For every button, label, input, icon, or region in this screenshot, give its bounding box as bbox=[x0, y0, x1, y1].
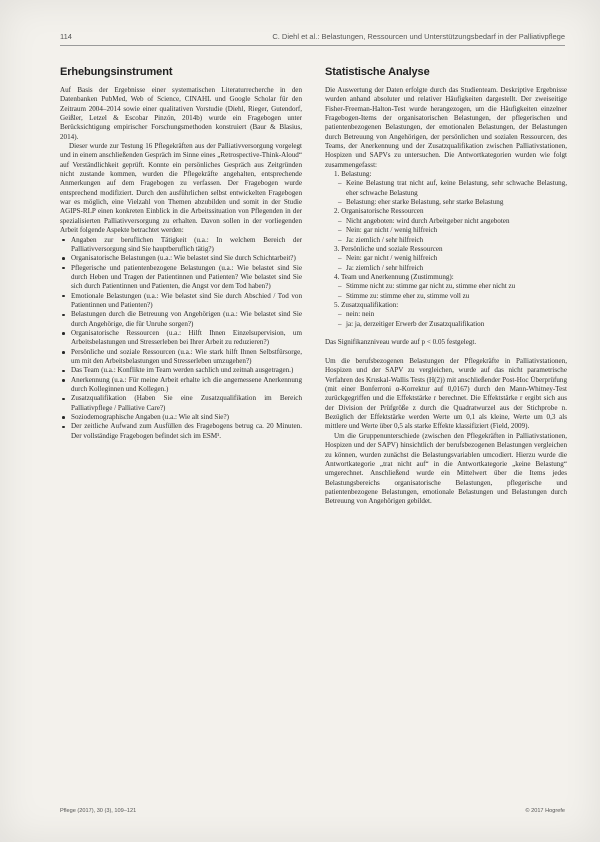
list-item: Angaben zur beruflichen Tätigkeit (u.a.: In welchem Bereich der Palliativversorgung sind Sie hauptberuflich tätig?) bbox=[71, 235, 302, 253]
footer-copyright: © 2017 Hogrefe bbox=[525, 808, 565, 814]
list-item: Persönliche und soziale Ressourcen (u.a.: Wie stark hilft Ihnen Selbstfürsorge, um mit den Arbeitsbelastungen und Stresserleben umzugehen?) bbox=[71, 347, 302, 365]
paragraph: Um die Gruppenunterschiede (zwischen den Pflegekräften in Palliativstationen, Hospizen und der SAPV) hinsichtlich der berufsbezogenen Belastungen vergleichen zu können, wurden zunächst die Belastungsvariablen umcodiert. Hierzu wurde die Antwortkategorie „trat nicht auf“ in die Antwortkategorie „keine Belastung“ umgerechnet. Anschließend wurde ein Mittelwert über die Items jedes Belastungsbereichs organisatorische Belastungen, pflegerische und patientenbezogene Belastungen, emotionale Belastungen und Belastungen durch Betreuung von Angehörigen gebildet. bbox=[325, 431, 567, 506]
category-label: 4. Team und Anerkennung (Zustimmung): bbox=[334, 272, 454, 281]
category-subitem: – Ja: ziemlich / sehr hilfreich bbox=[346, 236, 567, 245]
left-column bbox=[60, 66, 302, 441]
section-heading-erhebungsinstrument: Erhebungsinstrument bbox=[60, 66, 173, 78]
footer-citation: Pflege (2017), 30 (3), 109–121 bbox=[60, 808, 137, 814]
header-rule bbox=[60, 45, 565, 46]
paragraph: Um die berufsbezogenen Belastungen der Pflegekräfte in Palliativstationen, Hospizen und der SAPV zu vergleichen, wurde auf das nicht parametrische Verfahren des Kruskal-Wallis Tests (H(2)) mit anschließender Post-Hoc Überprüfung (mit einer Bonferroni α-Korrektur auf 0,0167) durch den Mann-Whitney-Test zurückgegriffen und die Effektstärke r berechnet. Die Effektstärke r ergibt sich aus der Division der Prüfgröße z durch die Quadratwurzel aus der Stichprobe n. Bezüglich der Effektstärke werden Werte um 0,1 als kleine, Werte um 0,3 als mittlere und Werte über 0,5 als starke Effekte klassifiziert (Field, 2009). bbox=[325, 357, 567, 431]
category-label: 1. Belastung: bbox=[334, 170, 372, 179]
paragraph: Dieser wurde zur Testung 16 Pflegekräften aus der Palliativversorgung vorgelegt und in einem anschließenden Gespräch im Sinne eines „Retrospective-Think-Aloud“ auf Verständlichkeit geprüft. Konnte ein persönliches Gespräch aus Zeitgründen nicht zustande kommen, wurden die Pflegekräfte angehalten, entsprechende Anmerkungen auf dem Fragebogen zu verfassen. Der Fragebogen wurde entsprechend modifiziert. Durch den ausführlichen selbst entwickelten Fragebogen war es möglich, eine Vielzahl von Themen abzubilden und somit in der Studie AGIPS-RLP einen konkreten Einblick in die Arbeitssituation von Pflegenden in der spezialisierten Palliativversorgung zu erhalten. Davon sollen in der vorliegenden Arbeit folgende Aspekte betrachtet werden: bbox=[60, 142, 302, 235]
category-item bbox=[334, 207, 567, 244]
list-item: Das Team (u.a.: Konflikte im Team werden sachlich und zeitnah ausgetragen.) bbox=[71, 366, 302, 375]
list-item: Der zeitliche Aufwand zum Ausfüllen des Fragebogens betrug ca. 20 Minuten. Der vollständige Fragebogen befindet sich im ESM¹. bbox=[71, 422, 302, 440]
category-subitem: – Nicht angeboten: wird durch Arbeitgeber nicht angeboten bbox=[346, 217, 567, 226]
category-subitem: – Nein: gar nicht / wenig hilfreich bbox=[346, 254, 567, 263]
category-item bbox=[334, 170, 567, 207]
category-item bbox=[334, 273, 567, 301]
list-item: Organisatorische Ressourcen (u.a.: Hilft Ihnen Einzelsupervision, um Arbeitsbelastungen und Stresserleben bei Ihrer Arbeit zu reduzieren?) bbox=[71, 328, 302, 347]
page-footer bbox=[60, 808, 565, 818]
running-head bbox=[60, 32, 565, 44]
list-item: Organisatorische Belastungen (u.a.: Wie belastet sind Sie durch Schichtarbeit?) bbox=[71, 254, 302, 263]
aspect-list bbox=[60, 236, 302, 442]
running-title: C. Diehl et al.: Belastungen, Ressourcen und Unterstützungsbedarf in der Palliativpflege bbox=[272, 32, 565, 41]
category-item bbox=[334, 301, 567, 329]
list-item: Zusatzqualifikation (Haben Sie eine Zusatzqualifikation im Bereich Palliativpflege / Palliative Care?) bbox=[71, 394, 302, 412]
category-subitem: – Stimme nicht zu: stimme gar nicht zu, stimme eher nicht zu bbox=[346, 282, 567, 291]
section-heading-statistische-analyse: Statistische Analyse bbox=[325, 66, 430, 78]
page-number: 114 bbox=[60, 32, 72, 41]
category-item bbox=[334, 245, 567, 273]
list-item: Pflegerische und patientenbezogene Belastungen (u.a.: Wie belastet sind Sie durch Heben und Tragen der Patientinnen und Patienten? Wie belastet sind Sie sich durch Patientinnen und Patienten, die Angst vor dem Tod haben?) bbox=[71, 263, 302, 291]
category-subitem: – Stimme zu: stimme eher zu, stimme voll zu bbox=[346, 292, 567, 301]
list-item: Soziodemographische Angaben (u.a.: Wie alt sind Sie?) bbox=[71, 413, 302, 422]
category-subitem: – ja: ja, derzeitiger Erwerb der Zusatzqualifikation bbox=[346, 320, 567, 329]
list-item: Anerkennung (u.a.: Für meine Arbeit erhalte ich die angemessene Anerkennung durch Kolleginnen und Kollegen.) bbox=[71, 375, 302, 393]
paragraph: Die Auswertung der Daten erfolgte durch das Studienteam. Deskriptive Ergebnisse wurden anhand absoluter und relativer Häufigkeiten dargestellt. Der zweiseitige Fisher-Freeman-Halton-Test wurde herangezogen, um die Häufigkeiten einzelner Fragebogen-Items der organisatorischen Belastungen, der pflegerischen und patientenbezogenen Belastungen, der emotionalen Belastungen, der Belastungen durch Betreuung von Angehörigen, der persönlichen und sozialen Ressourcen, des Teams, der Anerkennung und der Zusatzqualifikation zwischen Palliativstationen, Hospizen und SAPVs zu untersuchen. Die Antwortkategorien wurden wie folgt zusammengefasst: bbox=[325, 86, 567, 169]
category-subitem: – Belastung: eher starke Belastung, sehr starke Belastung bbox=[346, 198, 567, 207]
category-list bbox=[325, 170, 567, 329]
list-item: Emotionale Belastungen (u.a.: Wie belastet sind Sie durch Abschied / Tod von Patientinnen und Patienten?) bbox=[71, 291, 302, 309]
paragraph: Auf Basis der Ergebnisse einer systematischen Literaturrecherche in den Datenbanken PubMed, Web of Science, CINAHL und Google Scholar für den Zeitraum 2004–2014 sowie einer qualitativen Vorstudie (Diehl, Rieger, Gutendorf, Geißler, Letzel & Escobar Pinzón, 2014b) wurde ein Fragebogen unter Berücksichtigung empirischer Forschungsmethoden konstruiert (Baur & Blasius, 2014). bbox=[60, 86, 302, 141]
category-label: 3. Persönliche und soziale Ressourcen bbox=[334, 244, 443, 253]
category-label: 2. Organisatorische Ressourcen bbox=[334, 207, 424, 216]
list-item: Belastungen durch die Betreuung von Angehörigen (u.a.: Wie belastet sind Sie durch Angehörige, die für Unruhe sorgen?) bbox=[71, 310, 302, 328]
category-subitem: – Nein: gar nicht / wenig hilfreich bbox=[346, 226, 567, 235]
category-subitem: – Keine Belastung trat nicht auf, keine Belastung, sehr schwache Belastung, eher schwache Belastung bbox=[346, 179, 567, 198]
category-subitem: – nein: nein bbox=[346, 310, 567, 319]
paragraph: Das Signifikanzniveau wurde auf p < 0.05 festgelegt. bbox=[325, 338, 477, 347]
category-subitem: – Ja: ziemlich / sehr hilfreich bbox=[346, 264, 567, 273]
right-column bbox=[325, 66, 567, 507]
category-label: 5. Zusatzqualifikation: bbox=[334, 300, 399, 309]
